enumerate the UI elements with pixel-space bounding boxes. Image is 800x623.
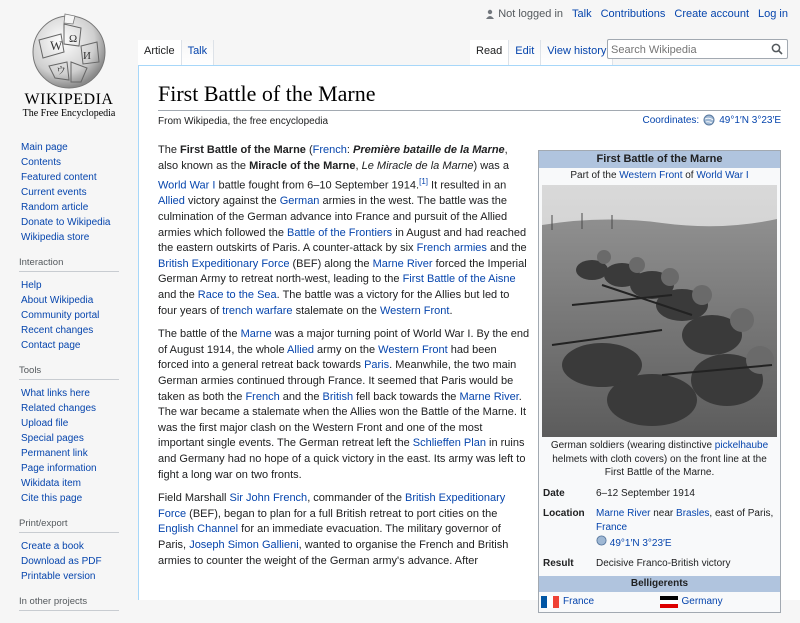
article-link[interactable]: Marne: [240, 328, 272, 341]
sidebar-interaction: [0, 257, 138, 353]
sidebar-tools-link[interactable]: Special pages: [21, 433, 84, 444]
sidebar-tools-item: [21, 446, 138, 461]
infobox-subtitle: [539, 168, 780, 185]
paragraph-intro: [158, 143, 530, 319]
article-link[interactable]: Battle of the Frontiers: [287, 226, 393, 239]
coordinates-value[interactable]: 49°1′N 3°23′E: [719, 114, 781, 126]
article-text: army on the: [313, 343, 379, 356]
date-value: 6–12 September 1914: [596, 487, 695, 499]
page-title: First Battle of the Marne: [158, 81, 376, 106]
sidebar-tools-link[interactable]: Upload file: [21, 418, 69, 429]
infobox-subtitle-text: Part of the: [570, 170, 620, 181]
article-link[interactable]: British Expeditionary Force: [158, 492, 506, 520]
brasles-link[interactable]: Brasles: [676, 507, 710, 519]
article-text: , wanted to organise the French and British armies to counter the weight of the German army's advance. After: [158, 538, 509, 567]
sidebar-tools-link[interactable]: Permanent link: [21, 448, 88, 459]
german-empire-flag-icon: [660, 596, 678, 608]
world-war-i-link[interactable]: World War I: [696, 170, 749, 181]
article-text: (: [305, 144, 313, 156]
sidebar-nav-link[interactable]: Featured content: [21, 172, 97, 183]
article-link[interactable]: French: [312, 144, 347, 156]
globe-icon: [596, 535, 607, 546]
caption-text-end: helmets with cloth covers) on the front line at the First Battle of the Marne.: [552, 453, 767, 478]
article-text: . The war became a stalemate when the Allies won the Battle of the Marne. It was the first major clash on the Western Front and one of the most important single events. The German retreat left the: [158, 390, 527, 450]
article-text: It resulted in an: [428, 179, 507, 192]
article-text: for an immediate evacuation. The military governor of Paris,: [158, 523, 501, 551]
belligerent-france: [541, 596, 660, 608]
article-text: Le Miracle de la Marne: [361, 159, 474, 172]
svg-text:И: И: [83, 50, 91, 62]
infobox: [538, 150, 781, 613]
article-link[interactable]: Western Front: [379, 304, 450, 317]
namespace-tabs: [138, 40, 214, 65]
belligerent-germany: [660, 596, 779, 608]
sidebar-interaction-link[interactable]: Help: [21, 280, 42, 291]
search-icon[interactable]: [771, 43, 783, 55]
sidebar: [0, 140, 138, 623]
article-text: The battle of the: [158, 328, 241, 341]
contributions-link[interactable]: Contributions: [600, 8, 666, 20]
coordinates-label[interactable]: Coordinates:: [642, 114, 700, 126]
article-text: stalemate on the: [292, 304, 380, 317]
svg-text:W: W: [50, 38, 63, 53]
sidebar-tools-link[interactable]: Wikidata item: [21, 478, 82, 489]
article-text: battle fought from 6–10 September 1914.: [215, 179, 420, 192]
article-text: (BEF), began to plan for a full British retreat to port cities on the: [186, 507, 498, 520]
article-text: (BEF) along the: [289, 257, 373, 270]
tab-read[interactable]: Read: [470, 40, 509, 65]
article-link[interactable]: Marne River: [459, 390, 519, 403]
article-text: , also known as the: [158, 144, 508, 172]
article-link[interactable]: Paris: [364, 359, 390, 372]
article-body: [158, 143, 530, 577]
create-account-link[interactable]: Create account: [674, 8, 750, 20]
sidebar-nav-link[interactable]: Donate to Wikipedia: [21, 217, 111, 228]
article-link[interactable]: French armies: [416, 242, 487, 255]
coordinates: [643, 114, 782, 126]
date-label: Date: [543, 487, 565, 499]
content-area: [138, 65, 800, 607]
search-box: [607, 39, 788, 59]
sidebar-nav-link[interactable]: Wikipedia store: [21, 232, 90, 243]
article-link[interactable]: First Battle of the Aisne: [402, 273, 516, 286]
tagline: The Free Encyclopedia: [22, 108, 116, 119]
sidebar-nav-item: [21, 140, 138, 155]
sidebar-interaction-link[interactable]: Recent changes: [21, 325, 94, 336]
france-flag-icon: [541, 596, 559, 608]
tab-edit[interactable]: Edit: [509, 40, 541, 65]
sidebar-print-link[interactable]: Printable version: [21, 571, 96, 582]
article-text: in August and had reached the eastern outskirts of Paris. A counter-attack by six: [158, 226, 527, 255]
article-link[interactable]: Western Front: [378, 343, 448, 356]
sidebar-interaction-item: [21, 308, 138, 323]
sidebar-heading-print: Print/export: [19, 518, 119, 533]
not-logged-in: [485, 8, 563, 20]
sidebar-tools-link[interactable]: Cite this page: [21, 493, 83, 504]
location-label: Location: [543, 507, 585, 519]
article-link[interactable]: Allied: [287, 343, 314, 356]
infobox-title: First Battle of the Marne: [539, 151, 780, 168]
sidebar-interaction-item: [21, 278, 138, 293]
article-text: and the: [486, 242, 527, 255]
article-link[interactable]: British Expeditionary Force: [158, 257, 290, 270]
location-value: [596, 507, 776, 551]
article-text: armies in the west. The battle was the culmination of the German advance into France and pursuit of the Allied armies which followed the: [158, 195, 508, 239]
infobox-row-date: [539, 484, 780, 504]
sidebar-tools-link[interactable]: Page information: [21, 463, 97, 474]
article-link[interactable]: Joseph Simon Gallieni: [189, 538, 299, 551]
sidebar-tools-item: [21, 476, 138, 491]
article-text: Field Marshall: [158, 492, 230, 505]
article-link[interactable]: Schlieffen Plan: [412, 437, 486, 450]
article-text: fell back towards the: [353, 390, 460, 403]
article-text: . The battle was a victory for the Allies but led to four years of: [158, 289, 510, 317]
article-text: was a major turning point of World War I. By the end of August 1914, the whole: [158, 328, 530, 356]
sidebar-tools-item: [21, 491, 138, 506]
infobox-row-location: [539, 504, 780, 554]
article-link[interactable]: English Channel: [158, 523, 239, 536]
sidebar-tools-item: [21, 461, 138, 476]
sidebar-nav-link[interactable]: Random article: [21, 202, 89, 213]
soldiers-photo: [542, 185, 777, 437]
sidebar-interaction-item: [21, 338, 138, 353]
location-coordinates-link[interactable]: 49°1′N 3°23′E: [609, 537, 672, 549]
svg-text:ウ: ウ: [56, 66, 66, 77]
globe-icon: [703, 114, 715, 126]
article-text: . Meanwhile, the two main German armies continued through France. It seemed that Paris would be taken as both the: [158, 359, 517, 403]
sidebar-nav-link[interactable]: Contents: [21, 157, 62, 168]
article-text: and the: [158, 289, 198, 301]
infobox-caption: [539, 437, 780, 484]
article-text: ) was a: [473, 159, 509, 172]
view-tabs: [470, 40, 613, 65]
puzzle-globe-icon: [31, 12, 107, 90]
article-link[interactable]: Sir John French: [229, 492, 308, 505]
heading-divider: [158, 110, 781, 111]
tab-view-history[interactable]: View history: [541, 40, 613, 65]
sidebar-other-projects: [0, 596, 138, 611]
sidebar-heading-other-projects: In other projects: [19, 596, 119, 611]
user-icon: [485, 9, 495, 19]
sidebar-heading-tools: Tools: [19, 365, 119, 380]
germany-belligerent-link[interactable]: Germany: [681, 596, 723, 607]
sidebar-tools-item: [21, 416, 138, 431]
article-text: .: [449, 304, 453, 317]
wordmark: WIKIPEDIA: [24, 91, 114, 108]
article-link[interactable]: Marne River: [372, 257, 433, 270]
article-link[interactable]: British: [322, 390, 354, 403]
article-text: First Battle of the Marne: [180, 144, 306, 156]
article-text: Miracle of the Marne: [249, 159, 356, 172]
sidebar-print-link[interactable]: Create a book: [21, 541, 84, 552]
marne-river-link[interactable]: Marne River: [596, 507, 651, 519]
sidebar-tools-link[interactable]: Related changes: [21, 403, 97, 414]
sidebar-interaction-item: [21, 323, 138, 338]
article-link[interactable]: Allied: [158, 195, 185, 208]
sidebar-tools-item: [21, 401, 138, 416]
talk-link[interactable]: Talk: [572, 8, 592, 20]
sidebar-print-item: [21, 554, 138, 569]
article-text: , commander of the: [307, 492, 406, 505]
sidebar-nav-item: [21, 170, 138, 185]
sidebar-heading-interaction: Interaction: [19, 257, 119, 272]
personal-tools: [485, 8, 788, 20]
caption-text: German soldiers (wearing distinctive: [550, 440, 715, 451]
article-link[interactable]: World War I: [158, 179, 216, 192]
sidebar-print: [0, 518, 138, 584]
article-link[interactable]: German: [279, 195, 320, 208]
svg-text:Ω: Ω: [69, 33, 78, 45]
sidebar-nav-item: [21, 230, 138, 245]
article-link[interactable]: French: [245, 390, 280, 403]
location-near: near: [650, 507, 677, 519]
article-text: The: [158, 144, 181, 156]
sidebar-nav-item: [21, 155, 138, 170]
login-link[interactable]: Log in: [758, 8, 788, 20]
belligerents-heading: Belligerents: [539, 576, 780, 592]
wikipedia-logo[interactable]: [0, 0, 138, 132]
article-link[interactable]: trench warfare: [222, 304, 293, 317]
france-belligerent-link[interactable]: France: [563, 596, 595, 607]
article-text: had been forced into a general retreat back towards: [158, 343, 497, 372]
sidebar-navigation: [0, 140, 138, 245]
result-label: Result: [543, 557, 574, 569]
sidebar-nav-item: [21, 185, 138, 200]
article-text: forced the Imperial German Army to retreat north-west, leading to the: [158, 257, 527, 286]
infobox-photo[interactable]: [542, 185, 777, 437]
belligerents-row: [539, 592, 780, 612]
article-text: Première bataille de la Marne: [353, 144, 505, 156]
sidebar-nav-link[interactable]: Main page: [21, 142, 68, 153]
sidebar-nav-item: [21, 200, 138, 215]
sidebar-print-item: [21, 569, 138, 584]
sidebar-interaction-link[interactable]: Contact page: [21, 340, 81, 351]
location-east-of-paris: , east of Paris,: [709, 507, 774, 519]
article-text: ,: [355, 159, 362, 172]
sidebar-nav-link[interactable]: Current events: [21, 187, 87, 198]
article-text: victory against the: [184, 195, 280, 208]
sidebar-interaction-link[interactable]: About Wikipedia: [21, 295, 94, 306]
article-text: in ruins and Germany had no hope of a quick victory in the east. Its army was left to fight a long war on two fronts.: [158, 437, 526, 481]
sidebar-tools-item: [21, 431, 138, 446]
tab-article[interactable]: Article: [138, 40, 182, 65]
site-subtitle: From Wikipedia, the free encyclopedia: [158, 116, 329, 127]
pickelhaube-link[interactable]: pickelhaube: [714, 440, 769, 451]
paragraph-third: [158, 491, 530, 569]
paragraph-second: [158, 327, 530, 483]
not-logged-in-label: Not logged in: [498, 8, 564, 20]
tab-talk[interactable]: Talk: [182, 40, 215, 65]
article-text: :: [346, 144, 354, 156]
sidebar-tools-link[interactable]: What links here: [21, 388, 90, 399]
sidebar-tools-item: [21, 386, 138, 401]
france-link[interactable]: France: [596, 521, 628, 533]
result-value: Decisive Franco-British victory: [596, 557, 731, 569]
western-front-link[interactable]: Western Front: [619, 170, 683, 181]
sidebar-interaction-item: [21, 293, 138, 308]
sidebar-nav-item: [21, 215, 138, 230]
article-link[interactable]: Race to the Sea: [197, 289, 277, 301]
article-link[interactable]: [1]: [419, 177, 428, 187]
article-text: and the: [279, 390, 323, 403]
search-input[interactable]: [608, 41, 766, 59]
sidebar-print-link[interactable]: Download as PDF: [21, 556, 102, 567]
infobox-subtitle-of: of: [682, 170, 697, 181]
infobox-row-result: [539, 554, 780, 574]
sidebar-tools: [0, 365, 138, 506]
sidebar-interaction-link[interactable]: Community portal: [21, 310, 100, 321]
sidebar-print-item: [21, 539, 138, 554]
